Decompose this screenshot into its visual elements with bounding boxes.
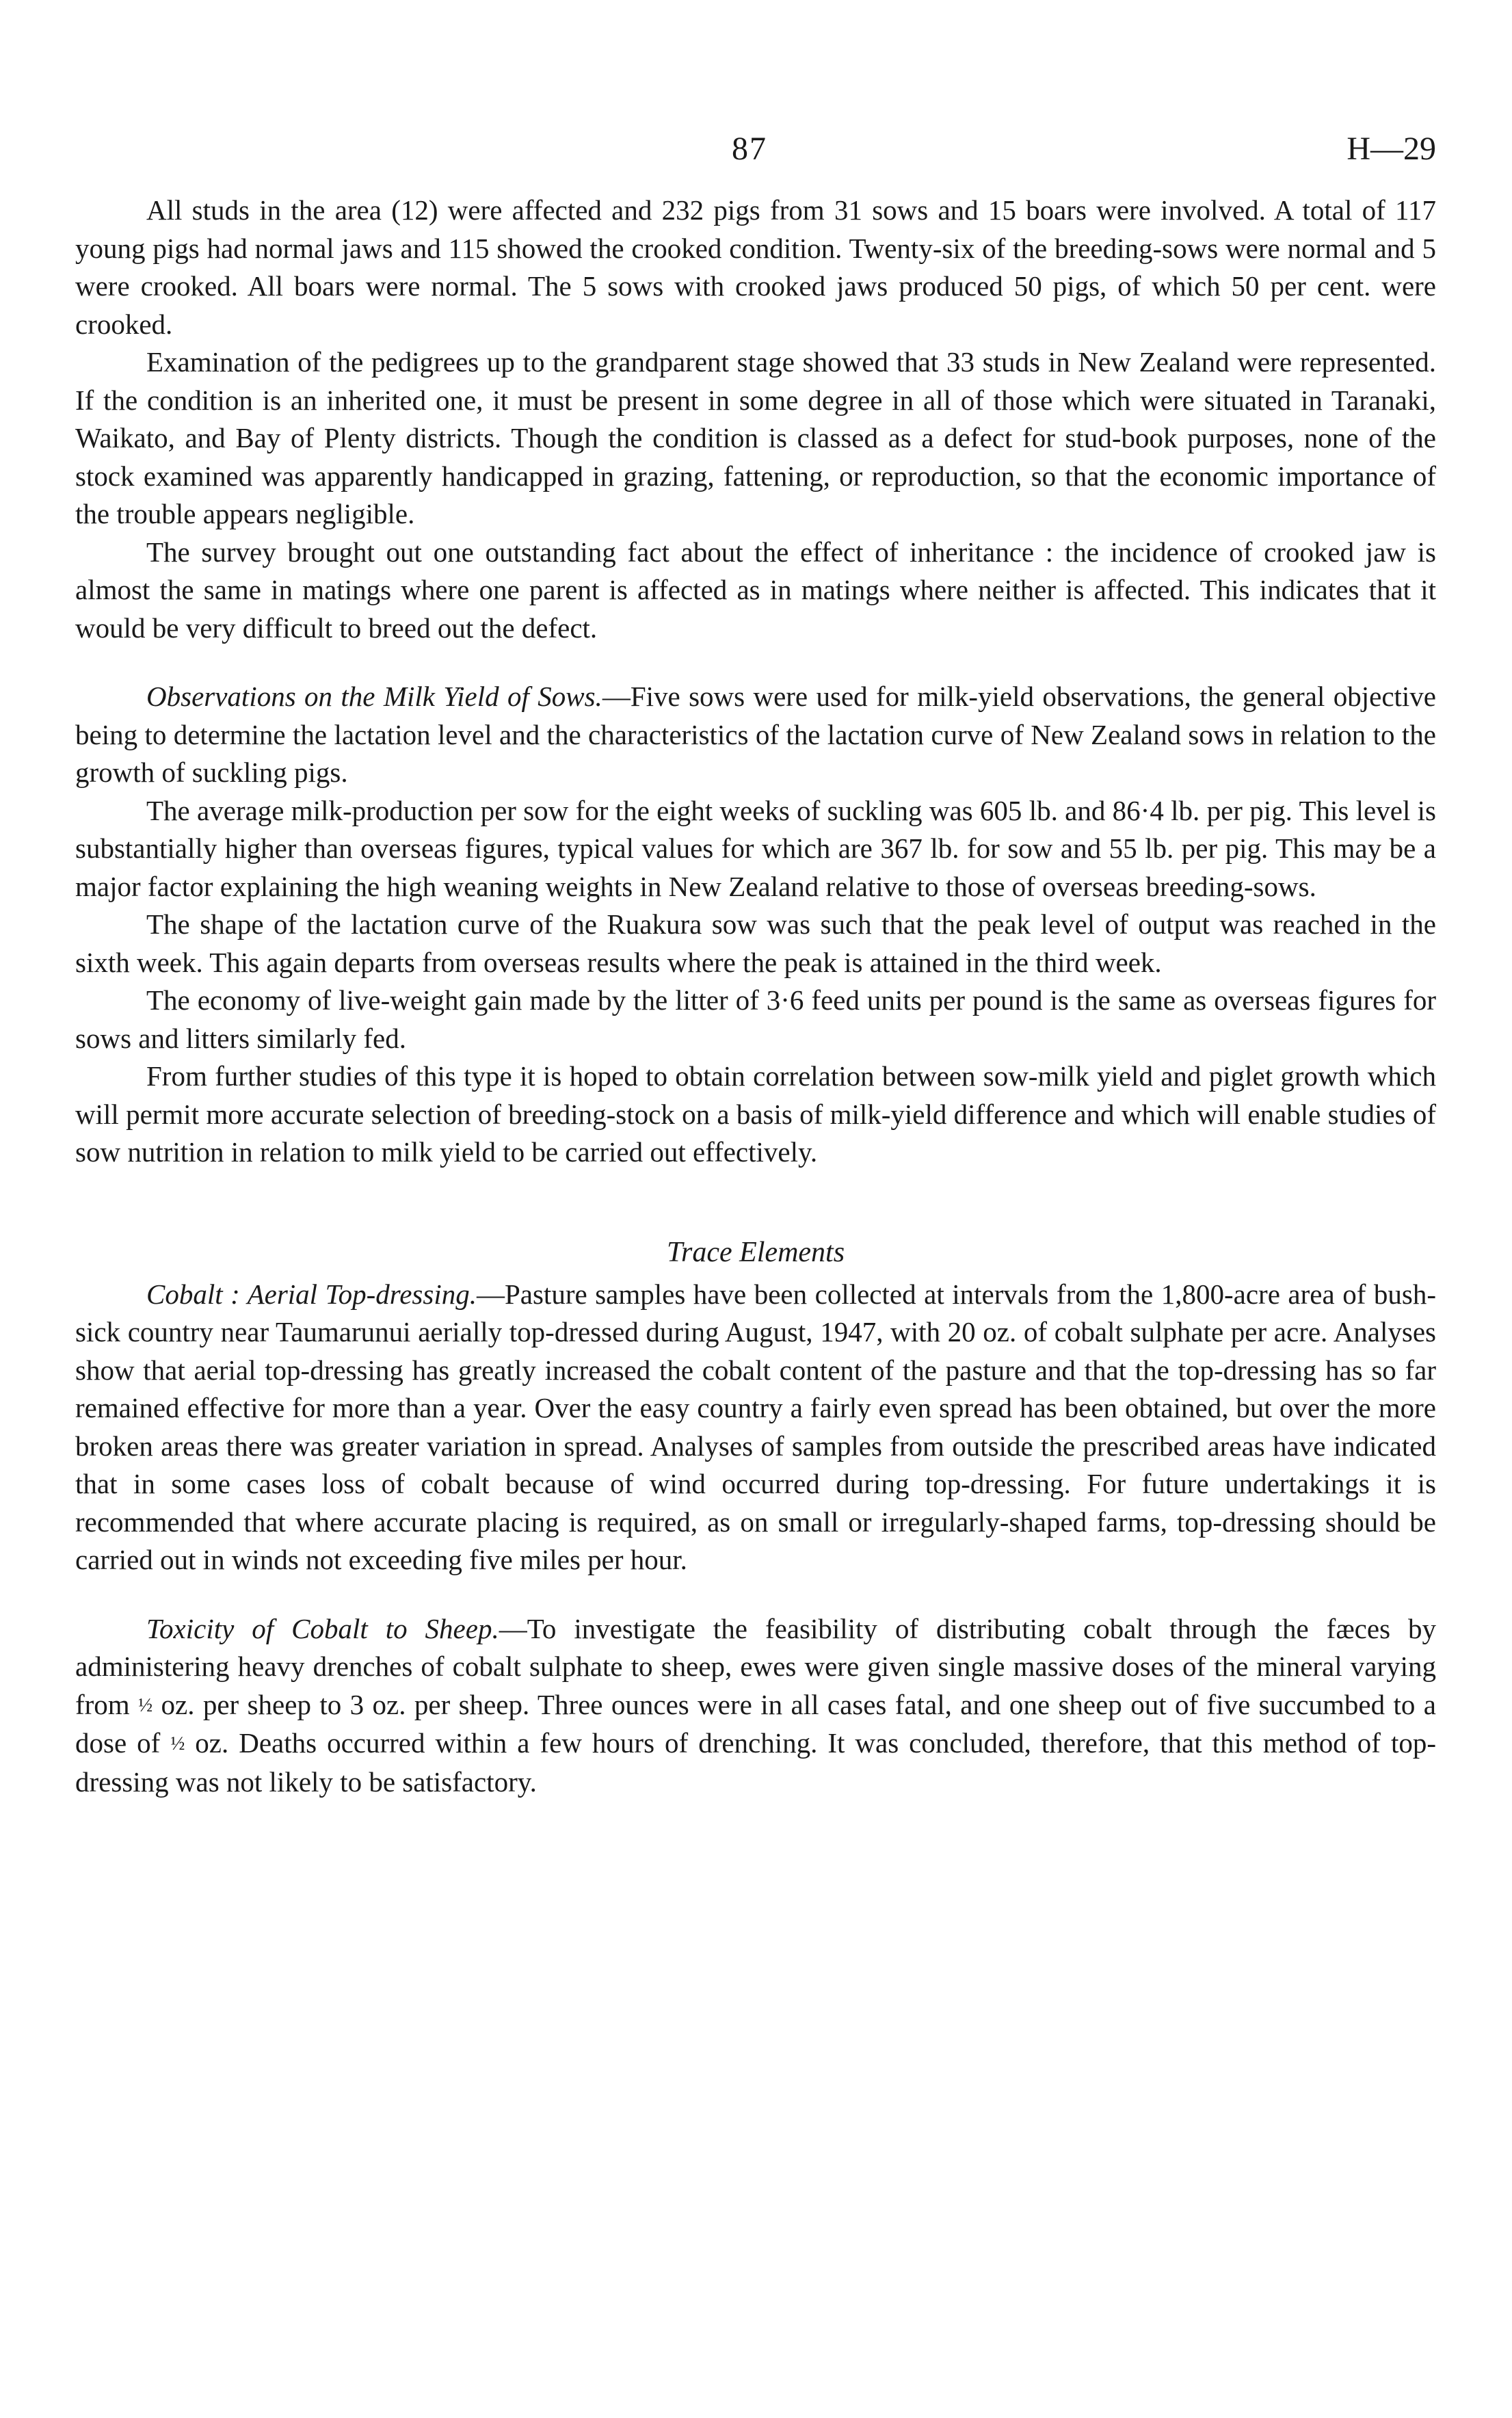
paragraph — [75, 1610, 1436, 1802]
paragraph: From further studies of this type it is hoped to obtain correlation between sow-milk yield and piglet growth which will permit more accurate selection of breeding-stock on a basis of milk-yield difference and which will enable studies of sow nutrition in relation to milk yield to be carried out effectively. — [75, 1060, 1436, 1168]
paragraph-text: oz. per sheep to 3 oz. per sheep. Three ounces were in all cases fatal, and one sheep out of five succumbed to a dose of — [75, 1688, 1437, 1759]
paragraph: The survey brought out one outstanding fact about the effect of inheritance : the incidence of crooked jaw is almost the same in matings where one parent is affected as in matings where neither is affected. This indicates that it would be very difficult to breed out the defect. — [75, 536, 1436, 644]
paragraph: The average milk-production per sow for the eight weeks of suckling was 605 lb. and 86·4 lb. per pig. This level is substantially higher than overseas figures, typical values for which are 367 lb. for sow and 55 lb. per pig. This may be a major factor explaining the high weaning weights in New Zealand relative to those of overseas breeding-sows. — [75, 794, 1436, 902]
fraction: ½ — [138, 1694, 153, 1716]
paragraph: Examination of the pedigrees up to the grandparent stage showed that 33 studs in New Zealand were represented. If the condition is an inherited one, it must be present in some degree in all of those which were situated in Taranaki, Waikato, and Bay of Plenty districts. Though the condition is classed as a defect for stud-book purposes, none of the stock examined was apparently handicapped in grazing, fattening, or reproduction, so that the economic importance of the trouble appears negligible. — [75, 346, 1436, 529]
paragraph: The economy of live-weight gain made by the litter of 3·6 feed units per pound is the same as overseas figures for sows and litters similarly fed. — [75, 984, 1436, 1054]
crooked-jaw-section — [75, 192, 1436, 647]
paragraph-text: —Five sows were used for milk-yield observations, the general objective being to determine the lactation level and the characteristics of the lactation curve of New Zealand sows in relation to the growth of suckling pigs. — [75, 681, 1436, 788]
paragraph — [75, 1276, 1436, 1579]
paragraph — [75, 678, 1436, 792]
trace-elements-section — [75, 1233, 1436, 1802]
page-header — [75, 116, 1436, 192]
paragraph: All studs in the area (12) were affected and 232 pigs from 31 sows and 15 boars were involved. A total of 117 young pigs had normal jaws and 115 showed the crooked condition. Twenty-six of the breeding-sows were normal and 5 were crooked. All boars were normal. The 5 sows with crooked jaws produced 50 pigs, of which 50 per cent. were crooked. — [75, 194, 1436, 340]
fraction: ½ — [170, 1733, 185, 1755]
milk-yield-subheading: Observations on the Milk Yield of Sows. — [146, 681, 602, 712]
paragraph-text: —Pasture samples have been collected at intervals from the 1,800-acre area of bush-sick country near Taumarunui aerially top-dressed during August, 1947, with 20 oz. of cobalt sulphate per acre. Analyses show that aerial top-dressing has greatly increased the cobalt content of the pasture and that the top-dressing has so far remained effective for more than a year. Over the easy country a fairly even spread has been obtained, but over the more broken areas there was greater variation in spread. Analyses of samples from outside the prescribed areas have indicated that in some cases loss of cobalt because of wind occurred during top-dressing. For future undertakings it is recommended that where accurate placing is required, as on small or irregularly-shaped farms, top-dressing should be carried out in winds not exceeding five miles per hour. — [75, 1278, 1436, 1575]
paragraph-text: oz. Deaths occurred within a few hours of drenching. It was concluded, therefore, that this method of top-dressing was not likely to be satisfactory. — [75, 1727, 1436, 1798]
document-code: H—29 — [1347, 131, 1436, 167]
milk-yield-section — [75, 678, 1436, 1172]
paragraph: The shape of the lactation curve of the Ruakura sow was such that the peak level of output was reached in the sixth week. This again departs from overseas results where the peak is attained in the third week. — [75, 908, 1436, 978]
document-page — [75, 116, 1436, 1801]
paragraph-text: —To investigate the feasibility of distributing cobalt through the fæces by administering heavy drenches of cobalt sulphate to sheep, ewes were given single massive doses of the mineral varying from — [75, 1612, 1436, 1720]
page-number: 87 — [732, 131, 767, 167]
section-heading: Trace Elements — [666, 1236, 845, 1268]
cobalt-subheading: Cobalt : Aerial Top-dressing. — [146, 1278, 477, 1310]
toxicity-subheading: Toxicity of Cobalt to Sheep. — [146, 1612, 499, 1644]
